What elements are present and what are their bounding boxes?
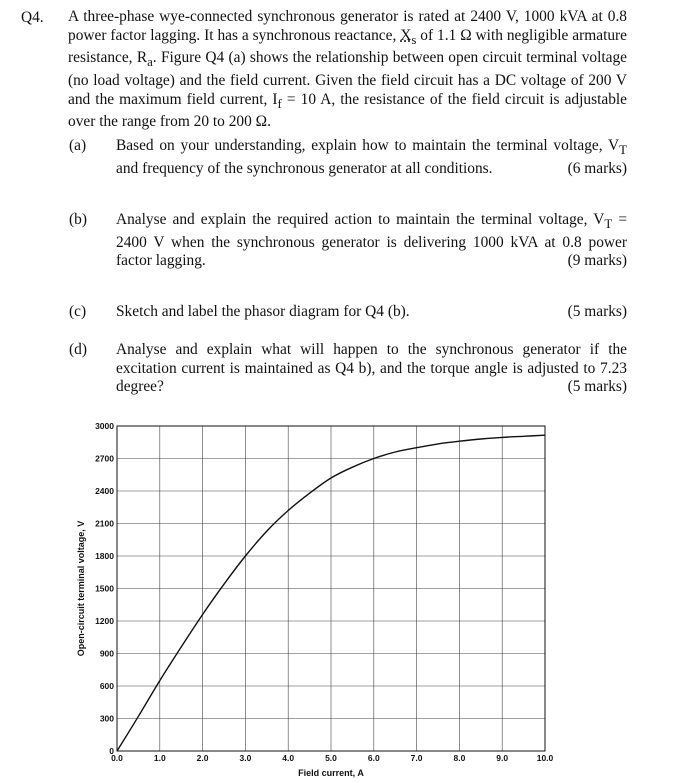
- stem-text-1: A three-phase wye-connected synchronous generator is rated at 2400 V, 1000 kVA at 0.8 power factor lagging. It has a synchronous reactance,: [68, 8, 627, 44]
- x-tick-label: 4.0: [282, 753, 295, 763]
- x-tick-label: 10.0: [536, 753, 554, 763]
- stem-text-3: . Figure Q4 (a) shows the relationship between open circuit terminal voltage (no load voltage) and the field current. Given the field circuit has a DC voltage of 200 V and the maximum field current, I: [68, 49, 628, 108]
- y-tick-label: 900: [99, 648, 114, 659]
- x-tick-labels: [111, 753, 553, 763]
- x-tick-label: 2.0: [196, 753, 209, 763]
- y-tick-label: 0: [109, 746, 114, 756]
- occ-chart: [0, 413, 687, 783]
- y-tick-label: 1500: [95, 583, 114, 594]
- part-c-label: (c): [69, 303, 87, 320]
- y-tick-label: 1200: [95, 616, 114, 626]
- x-tick-label: 9.0: [496, 753, 509, 763]
- part-b-text: Analyse and explain the required action to maintain the terminal voltage, $V_T = 2400$ V when the synchronous generator is delivering 1000 kVA at 0.8 power factor lagging. (9 marks): [116, 211, 627, 270]
- stem-text-2: of 1.1 Ω with negligible armature resistance, R: [68, 26, 627, 67]
- y-tick-label: 300: [99, 713, 114, 724]
- part-c-text: Sketch and label the phasor diagram for Q4 (b). (5 marks): [116, 303, 627, 320]
- y-axis-label: Open-circuit terminal voltage, V: [76, 520, 86, 657]
- x-axis-label: Field current, A: [298, 768, 364, 778]
- ra-subscript: a: [147, 55, 153, 70]
- x-tick-label: 8.0: [453, 753, 466, 763]
- part-d-marks: (5 marks): [567, 378, 627, 396]
- part-b-label: (b): [69, 211, 87, 228]
- question-number: Q4.: [21, 9, 44, 26]
- x-tick-label: 0.0: [111, 753, 123, 763]
- y-tick-label: 2400: [95, 486, 114, 496]
- if-subscript: f: [277, 96, 282, 111]
- xs-symbol: $X_s$: [400, 26, 417, 47]
- x-tick-label: 3.0: [239, 753, 252, 763]
- part-b-marks: (9 marks): [567, 252, 627, 270]
- y-tick-labels: [95, 421, 114, 756]
- x-tick-label: 6.0: [367, 753, 380, 763]
- part-a-marks: (6 marks): [567, 159, 627, 177]
- y-tick-label: 600: [99, 681, 114, 691]
- x-tick-label: 5.0: [325, 753, 337, 763]
- part-d-label: (d): [69, 341, 87, 358]
- stem-text-4: = 10 A, the resistance of the field circuit is adjustable over the range from 20 to 200 Ω.: [68, 90, 627, 131]
- part-c-marks: (5 marks): [567, 303, 627, 320]
- part-a-label: (a): [69, 137, 87, 154]
- question-stem: [68, 8, 627, 132]
- chart-grid: [117, 426, 545, 751]
- y-tick-label: 1800: [95, 551, 114, 561]
- part-a-text: Based on your understanding, explain how to maintain the terminal voltage, $V_T$ and frequency of the synchronous generator at all conditions. (6 marks): [116, 137, 627, 177]
- x-tick-label: 1.0: [153, 753, 166, 763]
- y-tick-label: 3000: [95, 421, 114, 431]
- y-tick-label: 2100: [95, 518, 114, 529]
- y-tick-label: 2700: [95, 453, 114, 464]
- part-d-text: Analyse and explain what will happen to the synchronous generator if the excitation current is maintained as Q4 b), and the torque angle is adjusted to 7.23 degree? (5 marks): [116, 341, 627, 396]
- x-tick-label: 7.0: [410, 753, 423, 763]
